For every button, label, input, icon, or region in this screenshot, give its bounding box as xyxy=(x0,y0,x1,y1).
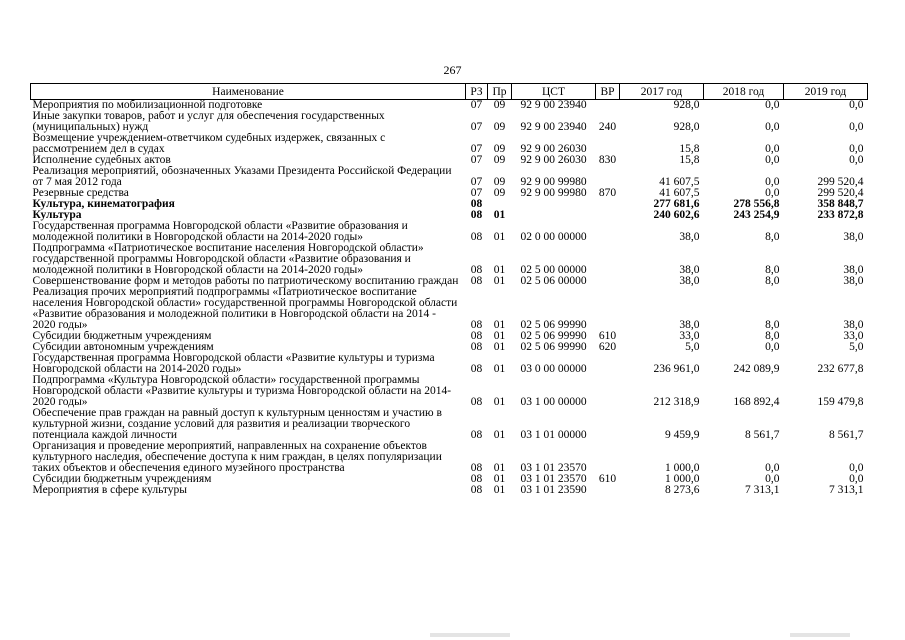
cell-name: Подпрограмма «Культура Новгородской области» государственной программы Новгородской области «Развитие культуры и туризма Новгородской области на 2014-2020 годы» xyxy=(32,375,452,408)
cell-vr xyxy=(596,287,620,331)
cell-cst xyxy=(512,199,596,210)
table-row xyxy=(31,199,868,210)
table-row xyxy=(31,342,868,353)
table-header-row xyxy=(31,84,868,100)
cell-y2017: 33,0 xyxy=(679,331,700,342)
cell-cst: 02 0 00 00000 xyxy=(520,231,587,243)
cell-y2018: 8 561,7 xyxy=(745,429,780,441)
footer-mark xyxy=(790,633,850,637)
cell-vr xyxy=(596,276,620,287)
cell-rz: 07 xyxy=(470,143,483,155)
table-row xyxy=(31,133,868,155)
cell-rz: 08 xyxy=(470,199,483,210)
table-row xyxy=(31,474,868,485)
cell-y2019: 0,0 xyxy=(849,462,864,474)
cell-cst: 02 5 06 99990 xyxy=(520,331,587,342)
cell-cst: 03 1 01 23570 xyxy=(520,462,587,474)
cell-pr: 01 xyxy=(493,319,506,331)
cell-pr: 01 xyxy=(493,485,506,496)
header-pr: Пр xyxy=(488,84,512,100)
cell-y2019: 8 561,7 xyxy=(829,429,864,441)
cell-pr: 09 xyxy=(493,121,506,133)
cell-pr: 01 xyxy=(493,342,506,353)
cell-rz: 08 xyxy=(470,363,483,375)
cell-y2017: 38,0 xyxy=(679,319,700,331)
cell-cst: 92 9 00 23940 xyxy=(520,99,587,111)
cell-pr: 09 xyxy=(493,188,506,199)
cell-vr: 240 xyxy=(598,121,617,133)
cell-cst: 03 1 01 00000 xyxy=(520,429,587,441)
cell-y2017: 240 602,6 xyxy=(653,210,700,221)
cell-y2019: 159 479,8 xyxy=(817,396,864,408)
cell-y2017: 1 000,0 xyxy=(665,474,700,485)
cell-name: Субсидии бюджетным учреждениям xyxy=(32,331,212,342)
cell-rz: 08 xyxy=(470,429,483,441)
cell-y2017: 38,0 xyxy=(679,231,700,243)
cell-y2018: 0,0 xyxy=(765,342,780,353)
header-cst: ЦСТ xyxy=(512,84,596,100)
cell-pr: 01 xyxy=(493,396,506,408)
header-2017: 2017 год xyxy=(620,84,704,100)
table-row xyxy=(31,243,868,276)
table-row xyxy=(31,485,868,496)
cell-y2018: 168 892,4 xyxy=(733,396,780,408)
cell-rz: 08 xyxy=(470,342,483,353)
cell-rz: 07 xyxy=(470,176,483,188)
cell-pr: 01 xyxy=(493,210,506,221)
cell-y2018: 0,0 xyxy=(765,176,780,188)
cell-rz: 07 xyxy=(470,155,483,166)
cell-name: Совершенствование форм и методов работы по патриотическому воспитанию граждан xyxy=(32,276,459,287)
cell-cst: 02 5 06 99990 xyxy=(520,342,587,353)
cell-y2018: 8,0 xyxy=(765,231,780,243)
cell-name: Государственная программа Новгородской области «Развитие образования и молодежной политики в Новгородской области на 2014-2020 годы» xyxy=(32,221,408,243)
table-body xyxy=(31,100,868,497)
cell-cst: 02 5 06 99990 xyxy=(520,319,587,331)
cell-y2019: 38,0 xyxy=(843,231,864,243)
table-row xyxy=(31,331,868,342)
cell-vr: 610 xyxy=(598,474,617,485)
cell-name: Реализация мероприятий, обозначенных Указами Президента Российской Федерации от 7 мая 2012 года xyxy=(32,166,452,188)
cell-rz: 08 xyxy=(470,276,483,287)
cell-rz: 07 xyxy=(470,99,483,111)
cell-vr: 620 xyxy=(598,342,617,353)
table-row xyxy=(31,166,868,188)
cell-rz: 08 xyxy=(470,485,483,496)
cell-pr: 01 xyxy=(493,276,506,287)
cell-vr xyxy=(596,166,620,188)
cell-pr: 01 xyxy=(493,231,506,243)
cell-vr xyxy=(596,243,620,276)
table-row xyxy=(31,276,868,287)
cell-vr xyxy=(596,485,620,496)
cell-name: Мероприятия по мобилизационной подготовке xyxy=(32,99,263,111)
table-row xyxy=(31,188,868,199)
cell-y2018: 7 313,1 xyxy=(745,485,780,496)
cell-cst: 92 9 00 26030 xyxy=(520,155,587,166)
cell-rz: 07 xyxy=(470,121,483,133)
cell-y2019: 232 677,8 xyxy=(817,363,864,375)
cell-y2019: 0,0 xyxy=(849,99,864,111)
cell-pr: 09 xyxy=(493,155,506,166)
budget-table xyxy=(30,83,868,496)
cell-y2018: 0,0 xyxy=(765,474,780,485)
cell-cst: 02 5 00 00000 xyxy=(520,264,587,276)
cell-name: Резервные средства xyxy=(32,188,129,199)
cell-y2019: 0,0 xyxy=(849,155,864,166)
cell-y2019: 38,0 xyxy=(843,276,864,287)
cell-cst: 03 1 01 23590 xyxy=(520,485,587,496)
table-row xyxy=(31,100,868,112)
cell-vr xyxy=(596,375,620,408)
footer-mark xyxy=(430,633,510,637)
cell-pr: 01 xyxy=(493,363,506,375)
cell-y2019: 299 520,4 xyxy=(817,188,864,199)
cell-cst: 92 9 00 99980 xyxy=(520,188,587,199)
cell-rz: 08 xyxy=(470,331,483,342)
cell-y2018: 0,0 xyxy=(765,121,780,133)
cell-cst xyxy=(512,210,596,221)
cell-pr: 09 xyxy=(493,143,506,155)
header-vr: ВР xyxy=(596,84,620,100)
cell-pr: 09 xyxy=(493,176,506,188)
cell-y2018: 8,0 xyxy=(765,331,780,342)
table-row xyxy=(31,155,868,166)
cell-y2017: 212 318,9 xyxy=(653,396,700,408)
cell-cst: 92 9 00 23940 xyxy=(520,121,587,133)
cell-y2018: 242 089,9 xyxy=(733,363,780,375)
cell-y2019: 38,0 xyxy=(843,319,864,331)
cell-y2018: 8,0 xyxy=(765,276,780,287)
cell-rz: 08 xyxy=(470,396,483,408)
cell-y2017: 9 459,9 xyxy=(665,429,700,441)
cell-y2019: 5,0 xyxy=(849,342,864,353)
cell-name: Организация и проведение мероприятий, направленных на сохранение объектов культурного наследия, обеспечение доступа к ним граждан, в целях популяризации таких объектов и обеспечения единого музейного пространства xyxy=(32,441,442,474)
cell-y2018: 0,0 xyxy=(765,188,780,199)
cell-name: Обеспечение прав граждан на равный доступ к культурным ценностям и участию в культурной жизни, создание условий для развития и реализации творческого потенциала каждой личности xyxy=(32,408,442,441)
cell-pr: 09 xyxy=(493,99,506,111)
cell-y2019: 0,0 xyxy=(849,474,864,485)
cell-vr xyxy=(596,441,620,474)
cell-y2017: 928,0 xyxy=(673,121,700,133)
cell-y2018: 8,0 xyxy=(765,264,780,276)
cell-y2018: 243 254,9 xyxy=(733,210,780,221)
cell-y2017: 38,0 xyxy=(679,276,700,287)
cell-y2017: 8 273,6 xyxy=(665,485,700,496)
table-row xyxy=(31,375,868,408)
cell-pr: 01 xyxy=(493,264,506,276)
cell-rz: 08 xyxy=(470,231,483,243)
cell-pr: 01 xyxy=(493,474,506,485)
table-row xyxy=(31,353,868,375)
cell-pr: 01 xyxy=(493,429,506,441)
header-2019: 2019 год xyxy=(784,84,868,100)
cell-y2017: 41 607,5 xyxy=(659,188,700,199)
cell-y2019: 233 872,8 xyxy=(817,210,864,221)
header-rz: РЗ xyxy=(466,84,488,100)
cell-cst: 03 1 01 23570 xyxy=(520,474,587,485)
cell-y2017: 15,8 xyxy=(679,155,700,166)
cell-y2018: 0,0 xyxy=(765,155,780,166)
cell-y2019: 358 848,7 xyxy=(817,199,864,210)
cell-name: Подпрограмма «Патриотическое воспитание населения Новгородской области» государственной программы Новгородской области «Развитие образования и молодежной политики в Новгородской области на 2014-2020 годы» xyxy=(32,243,424,276)
cell-name: Иные закупки товаров, работ и услуг для обеспечения государственных (муниципальных) нужд xyxy=(32,111,385,133)
cell-vr xyxy=(596,133,620,155)
cell-rz: 08 xyxy=(470,462,483,474)
cell-name: Возмещение учреждением-ответчиком судебных издержек, связанных с рассмотрением дел в судах xyxy=(32,133,386,155)
cell-vr xyxy=(596,221,620,243)
cell-y2018: 0,0 xyxy=(765,143,780,155)
cell-pr xyxy=(488,199,512,210)
cell-vr: 870 xyxy=(598,188,617,199)
cell-y2019: 0,0 xyxy=(849,121,864,133)
cell-y2019: 0,0 xyxy=(849,143,864,155)
cell-name: Реализация прочих мероприятий подпрограммы «Патриотическое воспитание населения Новгородской области» государственной программы Новгородской области «Развитие образования и молодежной политики в Новгородской области на 2014 - 2020 годы» xyxy=(32,287,458,331)
cell-rz: 07 xyxy=(470,188,483,199)
cell-name: Культура, кинематография xyxy=(32,199,175,210)
cell-rz: 08 xyxy=(470,264,483,276)
cell-name: Государственная программа Новгородской области «Развитие культуры и туризма Новгородской области на 2014-2020 годы» xyxy=(32,353,435,375)
table-row xyxy=(31,287,868,331)
cell-vr xyxy=(596,199,620,210)
table-row xyxy=(31,221,868,243)
cell-vr xyxy=(596,353,620,375)
cell-rz: 08 xyxy=(470,319,483,331)
cell-cst: 92 9 00 99980 xyxy=(520,176,587,188)
cell-y2018: 8,0 xyxy=(765,319,780,331)
cell-y2018: 0,0 xyxy=(765,99,780,111)
cell-y2019: 7 313,1 xyxy=(829,485,864,496)
table-row xyxy=(31,210,868,221)
page-number: 267 xyxy=(443,63,462,77)
cell-y2017: 277 681,6 xyxy=(653,199,700,210)
header-name: Наименование xyxy=(31,84,466,100)
cell-rz: 08 xyxy=(470,474,483,485)
cell-name: Субсидии автономным учреждениям xyxy=(32,342,214,353)
cell-y2019: 33,0 xyxy=(843,331,864,342)
header-2018: 2018 год xyxy=(704,84,784,100)
cell-name: Мероприятия в сфере культуры xyxy=(32,485,188,496)
cell-y2018: 278 556,8 xyxy=(733,199,780,210)
cell-y2017: 236 961,0 xyxy=(653,363,700,375)
cell-cst: 03 1 00 00000 xyxy=(520,396,587,408)
cell-vr xyxy=(596,210,620,221)
cell-y2017: 5,0 xyxy=(685,342,700,353)
table-row xyxy=(31,408,868,441)
cell-vr: 610 xyxy=(598,331,617,342)
cell-y2018: 0,0 xyxy=(765,462,780,474)
table-row xyxy=(31,111,868,133)
cell-name: Культура xyxy=(32,210,82,221)
cell-vr xyxy=(596,100,620,112)
cell-cst: 03 0 00 00000 xyxy=(520,363,587,375)
cell-pr: 01 xyxy=(493,331,506,342)
cell-y2017: 928,0 xyxy=(673,99,700,111)
cell-y2017: 1 000,0 xyxy=(665,462,700,474)
cell-rz: 08 xyxy=(470,210,483,221)
cell-pr: 01 xyxy=(493,462,506,474)
cell-y2017: 38,0 xyxy=(679,264,700,276)
table-row xyxy=(31,441,868,474)
cell-cst: 02 5 06 00000 xyxy=(520,276,587,287)
cell-cst: 92 9 00 26030 xyxy=(520,143,587,155)
cell-vr xyxy=(596,408,620,441)
cell-y2019: 299 520,4 xyxy=(817,176,864,188)
cell-y2019: 38,0 xyxy=(843,264,864,276)
cell-vr: 830 xyxy=(598,155,617,166)
cell-name: Исполнение судебных актов xyxy=(32,155,171,166)
cell-y2017: 41 607,5 xyxy=(659,176,700,188)
cell-name: Субсидии бюджетным учреждениям xyxy=(32,474,212,485)
cell-y2017: 15,8 xyxy=(679,143,700,155)
